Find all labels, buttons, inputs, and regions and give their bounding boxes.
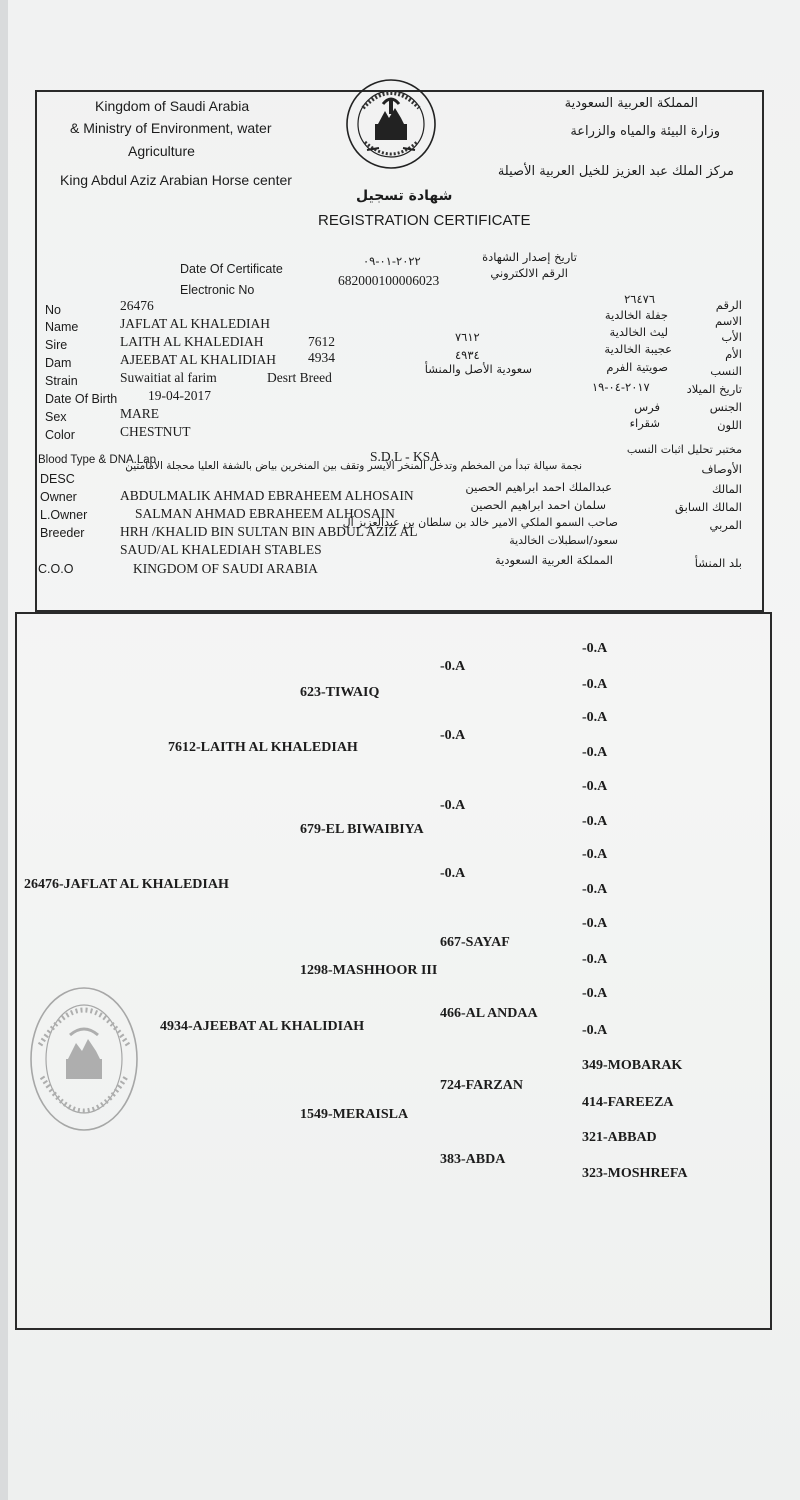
center-stamp-emblem [28,985,140,1133]
field-label-color: Color [45,428,75,442]
pedigree-sire-sire: 623-TIWAIQ [300,685,380,700]
field-value-strain: Suwaitiat al farim [120,370,217,385]
pedigree-gen4: -0.A [582,986,608,1001]
field-ar-label-color: اللون [717,418,742,432]
field-label-no: No [45,303,61,317]
pedigree-gen4: 321-ABBAD [582,1130,657,1145]
field-strain-breed: Desrt Breed [267,370,332,385]
breeder-label: Breeder [40,526,85,540]
owner-value-ar: عبدالملك احمد ابراهيم الحصين [465,480,612,494]
field-value-dam: AJEEBAT AL KHALIDIAH [120,352,276,367]
pedigree-gen4: -0.A [582,677,608,692]
field-ar-label-strain: النسب [710,364,742,378]
field-sire-number-ar: ٧٦١٢ [455,330,480,344]
pedigree-dam: 4934-AJEEBAT AL KHALIDIAH [160,1019,365,1034]
field-ar-label-dam: الأم [725,347,742,361]
pedigree-gen4: -0.A [582,710,608,725]
field-label-sire: Sire [45,338,68,352]
pedigree-gen4: -0.A [582,814,608,829]
field-value-sex: MARE [120,406,160,421]
field-value-no: 26476 [120,298,154,313]
field-ar-value-sire: ليث الخالدية [609,325,668,339]
field-value-sire: LAITH AL KHALEDIAH [120,334,264,349]
coo-label-ar: بلد المنشأ [694,556,742,570]
pedigree-gen4: -0.A [582,1023,608,1038]
breeder-value-line1: HRH /KHALID BIN SULTAN BIN ABDUL AZIZ AL [120,524,418,539]
header-en-line1: Kingdom of Saudi Arabia [95,98,250,114]
header-en-line2: & Ministry of Environment, water [70,120,272,136]
pedigree-subject: 26476-JAFLAT AL KHALEDIAH [24,877,229,892]
field-label-name: Name [45,320,79,334]
pedigree-dam-sire: 1298-MASHHOOR III [300,963,438,978]
field-ar-value-color: شقراء [629,416,660,430]
field-ar-label-sire: الأب [721,330,742,344]
pedigree-gen3: 383-ABDA [440,1152,506,1167]
pedigree-sire: 7612-LAITH AL KHALEDIAH [168,740,358,755]
owner-value: ABDULMALIK AHMAD EBRAHEEM ALHOSAIN [120,488,414,503]
breeder-label-ar: المربي [709,518,742,532]
field-sire-number: 7612 [308,334,335,349]
certificate-title-ar: شهادة تسجيل [356,188,453,204]
field-dam-number: 4934 [308,350,335,365]
pedigree-gen4: 414-FAREEZA [582,1095,674,1110]
field-ar-label-name: الاسم [714,314,742,328]
field-ar-value-name: جفلة الخالدية [604,308,668,322]
pedigree-gen4: 349-MOBARAK [582,1058,683,1073]
pedigree-gen3: -0.A [440,728,466,743]
electronic-no-value: 682000100006023 [338,273,440,288]
date-of-certificate-value: ٢٠٢٢-٠١-٠٩ [363,254,421,268]
pedigree-gen3: 724-FARZAN [440,1078,523,1093]
field-ar-value-dob: ٢٠١٧-٠٤-١٩ [592,380,650,394]
date-of-certificate-label-ar: تاريخ إصدار الشهادة [482,250,577,264]
electronic-no-label: Electronic No [180,283,255,297]
field-value-name: JAFLAT AL KHALEDIAH [120,316,270,331]
electronic-no-label-ar: الرقم الالكتروني [490,266,568,280]
breeder-value-line2: SAUD/AL KHALEDIAH STABLES [120,542,322,557]
desc-label: DESC [40,472,75,486]
lab-value: S.D.L - KSA [370,449,441,464]
pedigree-sire-dam: 679-EL BIWAIBIYA [300,822,424,837]
desc-label-ar: الأوصاف [701,462,742,476]
field-dam-number-ar: ٤٩٣٤ [455,348,480,362]
header-ar-line1: المملكة العربية السعودية [564,96,698,111]
field-label-dob: Date Of Birth [45,392,118,406]
field-ar-value-no: ٢٦٤٧٦ [624,292,655,306]
pedigree-gen3: -0.A [440,659,466,674]
header-en-line4: King Abdul Aziz Arabian Horse center [60,172,292,188]
field-value-dob: 19-04-2017 [148,388,211,403]
coo-value: KINGDOM OF SAUDI ARABIA [133,561,318,576]
lab-label: Blood Type & DNA.Lap [38,454,157,466]
pedigree-gen4: -0.A [582,641,608,656]
field-strain-breed-ar: سعودية الأصل والمنشأ [424,362,532,376]
lowner-label-ar: المالك السابق [675,500,742,514]
field-ar-label-no: الرقم [715,298,742,312]
lowner-value: SALMAN AHMAD EBRAHEEM ALHOSAIN [135,506,395,521]
date-of-certificate-label: Date Of Certificate [180,262,283,276]
lowner-value-ar: سلمان احمد ابراهيم الحصين [470,498,606,512]
pedigree-gen4: -0.A [582,882,608,897]
field-label-sex: Sex [45,410,67,424]
pedigree-gen4: -0.A [582,916,608,931]
pedigree-gen3: 466-AL ANDAA [440,1006,538,1021]
header-ar-line3: مركز الملك عبد العزيز للخيل العربية الأصيلة [497,164,734,179]
desc-value-ar: نجمة سيالة تبدأ من المخطم وتدخل المنخر الأيسر وتقف بين المنخرين بياض بالشفة العليا محجلة الامامتين [125,460,582,472]
field-ar-value-dam: عجيبة الخالدية [604,342,672,356]
owner-label: Owner [40,490,77,504]
ministry-seal-emblem [345,78,437,170]
pedigree-gen4: -0.A [582,779,608,794]
lab-label-ar: مختبر تحليل اثبات النسب [626,443,742,456]
breeder-value-ar-line2: سعود/اسطبلات الخالدية [509,534,618,547]
pedigree-gen4: -0.A [582,745,608,760]
pedigree-gen3: -0.A [440,866,466,881]
field-ar-label-sex: الجنس [709,400,742,414]
pedigree-gen4: -0.A [582,847,608,862]
field-ar-label-dob: تاريخ الميلاد [686,382,742,396]
header-en-line3: Agriculture [128,143,195,159]
lowner-label: L.Owner [40,508,88,522]
field-value-color: CHESTNUT [120,424,191,439]
header-ar-line2: وزارة البيئة والمياه والزراعة [570,124,720,139]
field-ar-value-strain: صويتية الفرم [606,360,668,374]
coo-label: C.O.O [38,562,74,576]
pedigree-gen3: -0.A [440,798,466,813]
pedigree-gen4: 323-MOSHREFA [582,1166,688,1181]
field-label-strain: Strain [45,374,78,388]
field-ar-value-sex: فرس [634,400,660,414]
pedigree-gen4: -0.A [582,952,608,967]
pedigree-gen3: 667-SAYAF [440,935,510,950]
coo-value-ar: المملكة العربية السعودية [495,553,613,567]
certificate-title: REGISTRATION CERTIFICATE [318,212,531,229]
pedigree-dam-dam: 1549-MERAISLA [300,1107,409,1122]
owner-label-ar: المالك [711,482,742,496]
field-label-dam: Dam [45,356,72,370]
breeder-value-ar-line1: صاحب السمو الملكي الامير خالد بن سلطان بن عبدالعزيز آل [342,516,618,529]
